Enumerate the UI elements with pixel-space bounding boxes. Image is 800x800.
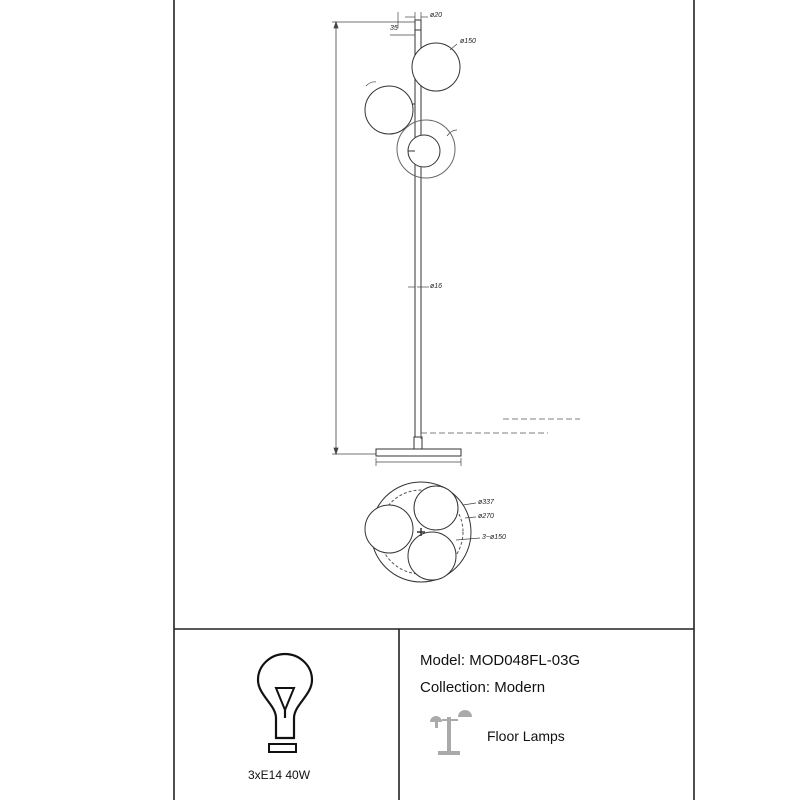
model-row — [420, 652, 580, 669]
base-dimension — [376, 458, 461, 466]
collection-value: Modern — [494, 679, 546, 696]
dashed-guides — [421, 419, 580, 440]
dim-outer-diameter: ø337 — [478, 499, 494, 506]
shade-leader-left — [366, 82, 376, 86]
lamp-base — [376, 449, 461, 456]
dim-pole-diameter: ø16 — [430, 283, 443, 290]
dim-base-diameter: ø270 — [478, 513, 494, 520]
category-label: Floor Lamps — [487, 728, 565, 744]
plan-shade-top — [414, 486, 458, 530]
shade-left — [365, 86, 413, 134]
lamp-elevation-view — [332, 12, 580, 466]
bulb-spec: 3xE14 40W — [248, 768, 311, 782]
model-value: MOD048FL-03G — [469, 652, 581, 669]
plan-shade-left — [365, 505, 413, 553]
floor-lamp-icon — [430, 710, 472, 755]
dim-shade-diameter: ø150 — [460, 38, 476, 45]
height-dimension — [332, 22, 415, 454]
collection-label: Collection: — [420, 679, 491, 696]
dim-stem-diameter: ø20 — [430, 12, 443, 19]
dim-offset: 35 — [390, 25, 398, 32]
dim-shades: 3−ø150 — [482, 534, 506, 541]
shade-top — [412, 43, 460, 91]
collection-row — [420, 679, 545, 696]
model-label: Model: — [420, 652, 466, 669]
plan-shade-lower — [408, 532, 456, 580]
lamp-plan-view — [365, 482, 480, 582]
bulb-icon — [258, 654, 312, 752]
